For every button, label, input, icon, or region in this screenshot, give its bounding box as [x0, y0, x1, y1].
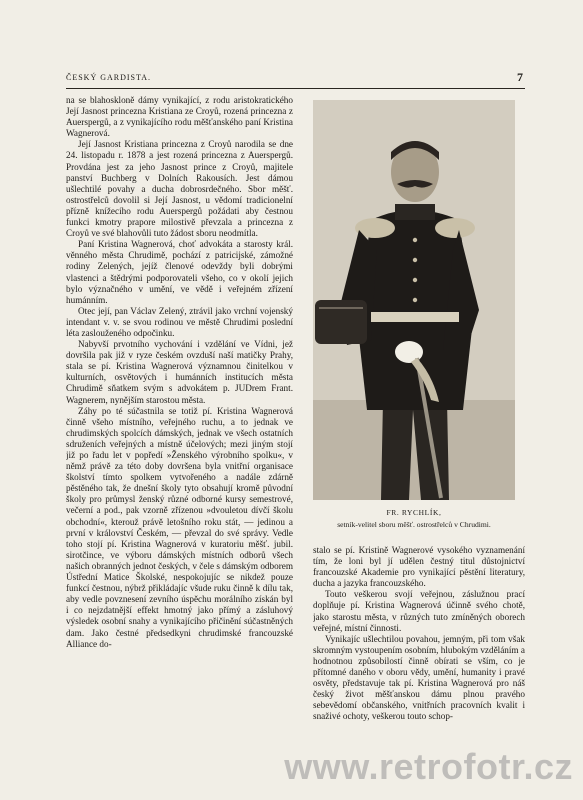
- watermark: www.retrofotr.cz: [284, 746, 573, 787]
- paragraph: Nabyvší prvotního vychování i vzdělání ve Vídni, jež dovršila pak již v ryze českém ovzduší naší matičky Prahy, stala se pí. Kristina Wagnerová významnou činitelkou v kulturních, osvětových i humánních institucích města Chrudimě sňatkem svým s advokátem p. JUDrem Frant. Wagnerem, nynějším starostou města.: [66, 339, 293, 405]
- paragraph: Vynikajíc ušlechtilou povahou, jemným, při tom však skromným vystoupením osobním, hlubokým vzděláním a hodnotnou způsobilostí činně obírati se vším, co je přítomné daného v oboru vědy, umění, humanity i pravé osvěty, představuje tak pí. Kristina Wagnerová pro náš český život měšťanskou dámu plnou pravého sebevědomí občanského, vnitřních pracovních kvalit i snaživé ochoty, veškerou touto schop-: [313, 633, 525, 722]
- paragraph: Touto veškerou svojí veřejnou, záslužnou prací doplňuje pí. Kristina Wagnerová účinně svého chotě, jako starostu města, v různých tuto zmíněných oborech veřejné, místní činnosti.: [313, 589, 525, 633]
- caption-description: setník-velitel sboru měšť. ostrostřelců v Chrudimi.: [337, 520, 491, 529]
- paragraph: stalo se pí. Kristině Wagnerové vysokého vyznamenání tím, že loni byl jí udělen čestný titul důstojnictví francouzské Akademie pro vynikající pěstění literatury, ducha a jazyka francouzského.: [313, 545, 525, 589]
- paragraph: Otec její, pan Václav Zelený, ztrávil jako vrchní vojenský intendant v. v. se svou rodinou ve městě Chrudimi poslední léta zaslouženého odpočinku.: [66, 305, 293, 338]
- page-number: 7: [517, 70, 523, 84]
- caption-name: FR. RYCHLÍK,: [386, 508, 442, 517]
- paragraph: Její Jasnost Kristiana princezna z Croyů narodila se dne 24. listopadu r. 1878 a jest rozená princezna z Auerspergů. Provdána jest za jeho Jasnost prince z Croyů, majitele panství Buchberg v Dolních Rakousích. Jest dámou ušlechtilé povahy a ducha dobrosrdečného. Sbor měšť. ostrostřelců dovolil si Její Jasnost, u vědomí tradicionelní přízně knížecího rodu Auerspergů požádati aby čestnou funkci kmotry prapore milostivě převzala a princezna z Croyů ve své blahovůli tuto žádost sboru neodmítla.: [66, 139, 293, 239]
- portrait-photo: [313, 100, 515, 500]
- running-head: ČESKÝ GARDISTA.: [66, 73, 152, 82]
- paragraph: Paní Kristina Wagnerová, choť advokáta a starosty král. věnného města Chrudimě, pochází z patricijské, zámožné rodiny Zelených, jejíž členové odevždy byli dobrými vlastenci a štědrými podporovateli všeho, co v okolí jejich bylo význačného v umění, ve vědě i veřejném zřízení humánním.: [66, 239, 293, 305]
- paragraph: Záhy po té súčastnila se totiž pí. Kristina Wagnerová činně všeho místního, veřejného ruchu, a to jednak ve chrudimských spolcích dámských, jednak ve všech ostatních sdruženích veřejných a místně účelových; mezi jiným stojí již po řadu let v popředí »Ženského výrobního spolku«, v němž právě za této doby dovršena byla vnitřní organisace školství tímto spolkem vytvořeného a nadále zdárně pěstěného tak, že dnešní školy tyto obsahují kromě původní školy pro průmysl ženský různé odborné kursy semestrové, večerní a pod., pak vzorně zřízenou »dvouletou dívčí školu obchodní«, kterouž právě letošního roku stát, — jedinou a první v království Českém, — převzal do své správy. Vedle toho stojí pí. Kristina Wagnerová v kuratoriu měšť. jubil. sirotčince, ve výboru dámských místních odborů všech našich obranných jednot českých, v čele s dámským odborem Ústřední Matice Školské, nespokojujíc se nikdež pouze funkcí čestnou, nýbrž přikládajíc všude ruku činně k dílu tak, aby vedle povznesení zevního úspěchu morálního získán byl i co nejzdatnější effekt hmotný jako přímý a zásluhový výsledek osobní snahy a vynikajícího přičinění súčastněných dam. Jako čestné předsedkyni chrudimské francouzské Alliance do-: [66, 405, 293, 649]
- left-column: [66, 95, 293, 765]
- right-column: [313, 545, 525, 765]
- paragraph: na se blahoskloně dámy vynikající, z rodu aristokratického Její Jasnost princezna Kristiana ze Croyů, rozená princezna z Auerspergů, a z vynikajícího rodu měšťanského paní Kristina Wagnerová.: [66, 95, 293, 139]
- header-rule: [66, 88, 525, 89]
- officer-portrait-illustration: [313, 100, 515, 500]
